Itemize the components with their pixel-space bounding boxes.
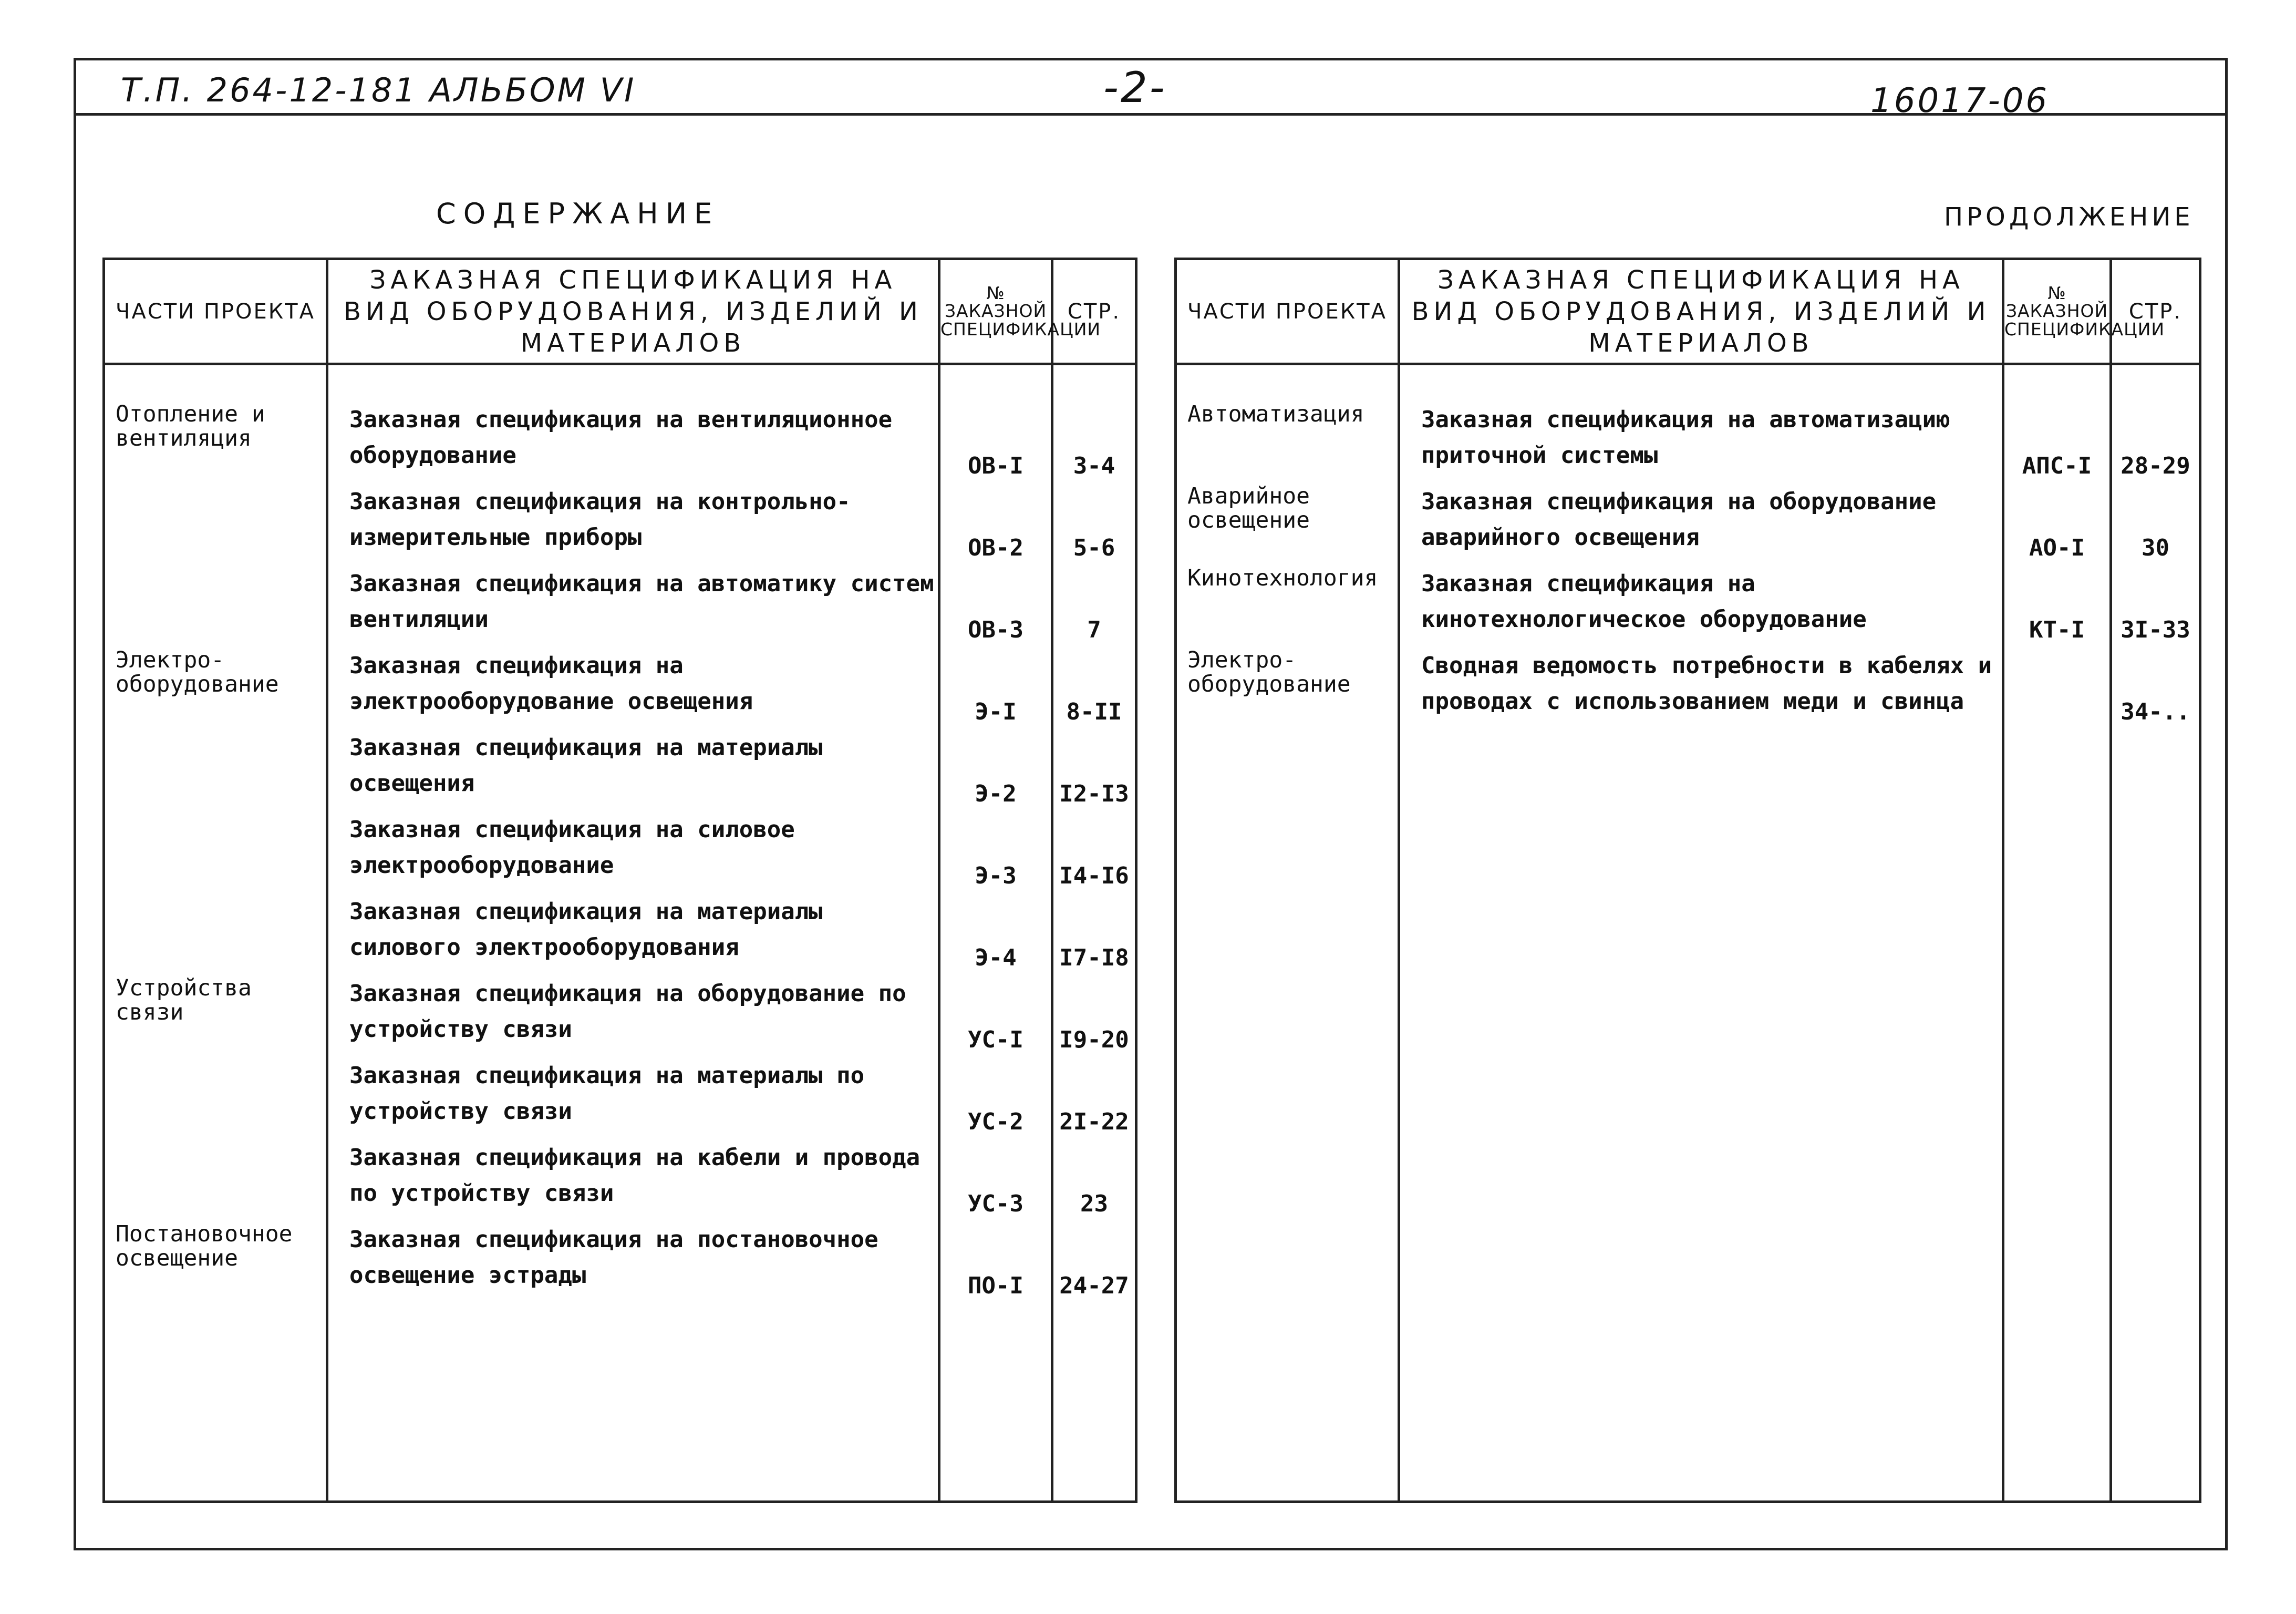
table-row [104,1222,1136,1304]
part-cell [104,1058,327,1140]
contents-rows-left [104,364,1136,1502]
column-header-part: ЧАСТИ ПРОЕКТА [1176,259,1399,364]
description-cell: Заказная спецификация на материалы силового электрооборудования [327,894,939,976]
table-row [104,812,1136,894]
description-cell: Заказная спецификация на автоматизацию приточной системы [1399,402,2003,484]
table-row [104,402,1136,484]
pages-cell: 8-II [1052,648,1136,730]
part-cell: Устройства связи [104,976,327,1058]
description-cell: Заказная спецификация на вентиляционное оборудование [327,402,939,484]
pages-cell: 28-29 [2111,402,2200,484]
description-cell: Заказная спецификация на автоматику систем вентиляции [327,566,939,648]
spec-number-cell: КТ-I [2003,566,2111,648]
table-row [1176,402,2200,484]
column-header-part: ЧАСТИ ПРОЕКТА [104,259,327,364]
table-row [1176,566,2200,648]
spec-number-cell: Э-2 [939,730,1052,812]
pages-cell: 2I-22 [1052,1058,1136,1140]
table-row [104,484,1136,566]
column-header-description: ЗАКАЗНАЯ СПЕЦИФИКАЦИЯ НА ВИД ОБОРУДОВАНИЯ, ИЗДЕЛИЙ И МАТЕРИАЛОВ [1399,259,2003,364]
description-cell: Заказная спецификация на постановочное освещение эстрады [327,1222,939,1304]
continuation-title: ПРОДОЛЖЕНИЕ [1944,202,2194,232]
document-reference: Т.П. 264-12-181 АЛЬБОМ VI [121,71,636,109]
spec-number-cell: АО-I [2003,484,2111,566]
part-cell [104,484,327,566]
spec-number-cell: Э-4 [939,894,1052,976]
description-cell: Заказная спецификация на оборудование по устройству связи [327,976,939,1058]
table-row [104,730,1136,812]
document-number: 16017-06 [1870,81,2050,120]
pages-cell: 23 [1052,1140,1136,1222]
spec-number-cell: ПО-I [939,1222,1052,1304]
table-row [104,976,1136,1058]
contents-title: СОДЕРЖАНИЕ [436,197,720,230]
part-cell: Отопление и вентиляция [104,402,327,484]
part-cell: Постановочное освещение [104,1222,327,1304]
description-cell: Заказная спецификация на материалы по устройству связи [327,1058,939,1140]
column-header-spec-number: № ЗАКАЗНОЙ СПЕЦИФИКАЦИИ [2003,259,2111,364]
spec-number-cell: УС-2 [939,1058,1052,1140]
part-cell [104,730,327,812]
contents-table-right [1174,258,2201,1503]
pages-cell: I9-20 [1052,976,1136,1058]
pages-cell: 7 [1052,566,1136,648]
description-cell: Заказная спецификация на кинотехнологическое оборудование [1399,566,2003,648]
description-cell: Заказная спецификация на контрольно-измерительные приборы [327,484,939,566]
table-filler [104,1304,1136,1502]
part-cell: Аварийное освещение [1176,484,1399,566]
part-cell: Автоматизация [1176,402,1399,484]
description-cell: Заказная спецификация на кабели и провода по устройству связи [327,1140,939,1222]
pages-cell: 24-27 [1052,1222,1136,1304]
pages-cell: 5-6 [1052,484,1136,566]
description-cell: Заказная спецификация на материалы освещения [327,730,939,812]
table-row [1176,648,2200,730]
part-cell: Кинотехнология [1176,566,1399,648]
description-cell: Заказная спецификация на электрооборудование освещения [327,648,939,730]
part-cell [104,1140,327,1222]
table-row [104,894,1136,976]
table-row [1176,484,2200,566]
table-filler [1176,730,2200,1502]
pages-cell: 34-.. [2111,648,2200,730]
description-cell: Заказная спецификация на оборудование аварийного освещения [1399,484,2003,566]
spec-number-cell: ОВ-3 [939,566,1052,648]
pages-cell: I7-I8 [1052,894,1136,976]
column-header-pages: СТР. [2111,259,2200,364]
pages-cell: 3-4 [1052,402,1136,484]
pages-cell: 3I-33 [2111,566,2200,648]
table-row [104,1140,1136,1222]
spec-number-cell: АПС-I [2003,402,2111,484]
part-cell [104,566,327,648]
table-row [104,648,1136,730]
spec-number-cell: Э-I [939,648,1052,730]
column-header-description: ЗАКАЗНАЯ СПЕЦИФИКАЦИЯ НА ВИД ОБОРУДОВАНИЯ, ИЗДЕЛИЙ И МАТЕРИАЛОВ [327,259,939,364]
spec-number-cell: Э-3 [939,812,1052,894]
contents-rows-right [1176,364,2200,1502]
spec-number-cell: УС-I [939,976,1052,1058]
spec-number-cell [2003,648,2111,730]
description-cell: Заказная спецификация на силовое электрооборудование [327,812,939,894]
spec-number-cell: ОВ-I [939,402,1052,484]
part-cell [104,894,327,976]
contents-table-left [102,258,1137,1503]
spec-number-cell: ОВ-2 [939,484,1052,566]
pages-cell: I2-I3 [1052,730,1136,812]
part-cell [104,812,327,894]
table-row [104,1058,1136,1140]
spec-number-cell: УС-3 [939,1140,1052,1222]
table-row [104,566,1136,648]
description-cell: Сводная ведомость потребности в кабелях и проводах с использованием меди и свинца [1399,648,2003,730]
column-header-pages: СТР. [1052,259,1136,364]
page-number: -2- [1103,63,1167,112]
part-cell: Электро-оборудование [1176,648,1399,730]
part-cell: Электро-оборудование [104,648,327,730]
column-header-spec-number: № ЗАКАЗНОЙ СПЕЦИФИКАЦИИ [939,259,1052,364]
pages-cell: 30 [2111,484,2200,566]
pages-cell: I4-I6 [1052,812,1136,894]
